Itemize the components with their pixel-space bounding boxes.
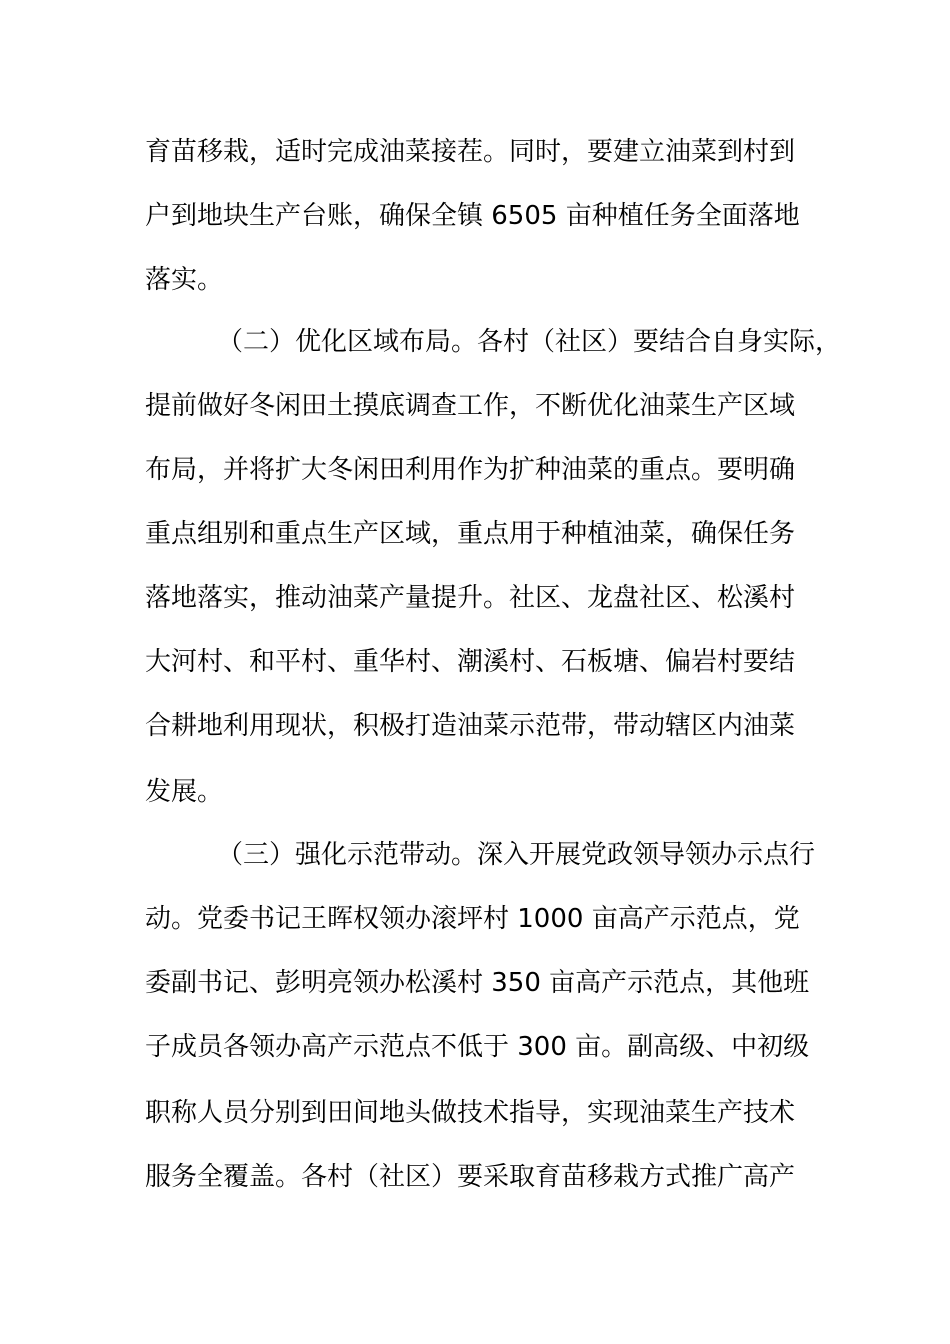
paragraph-line: 大河村、和平村、重华村、潮溪村、石板塘、偏岩村要结	[145, 647, 796, 677]
paragraph-line: 重点组别和重点生产区域，重点用于种植油菜，确保任务	[145, 519, 796, 549]
section-heading-line: （三）强化示范带动。深入开展党政领导领办示点行	[217, 840, 816, 870]
paragraph-line: 合耕地利用现状，积极打造油菜示范带，带动辖区内油菜	[145, 711, 796, 741]
paragraph-line: 育苗移栽，适时完成油菜接茬。同时，要建立油菜到村到	[145, 137, 796, 167]
paragraph-line: 子成员各领办高产示范点不低于 300 亩。副高级、中初级	[145, 1032, 810, 1062]
paragraph-line: 职称人员分别到田间地头做技术指导，实现油菜生产技术	[145, 1098, 796, 1128]
paragraph-line: 布局，并将扩大冬闲田利用作为扩种油菜的重点。要明确	[145, 455, 796, 485]
paragraph-line: 落实。	[145, 265, 224, 295]
paragraph-line: 提前做好冬闲田土摸底调查工作，不断优化油菜生产区域	[145, 391, 796, 421]
paragraph-line: 动。党委书记王晖权领办滚坪村 1000 亩高产示范点，党	[145, 904, 800, 934]
paragraph-line: 服务全覆盖。各村（社区）要采取育苗移栽方式推广高产	[145, 1162, 796, 1192]
paragraph-line: 发展。	[145, 777, 224, 807]
paragraph-line: 落地落实，推动油菜产量提升。社区、龙盘社区、松溪村	[145, 583, 796, 613]
paragraph-line: 委副书记、彭明亮领办松溪村 350 亩高产示范点，其他班	[145, 968, 810, 998]
paragraph-line: 户到地块生产台账，确保全镇 6505 亩种植任务全面落地	[145, 201, 800, 231]
section-heading-line: （二）优化区域布局。各村（社区）要结合自身实际，	[217, 327, 842, 357]
